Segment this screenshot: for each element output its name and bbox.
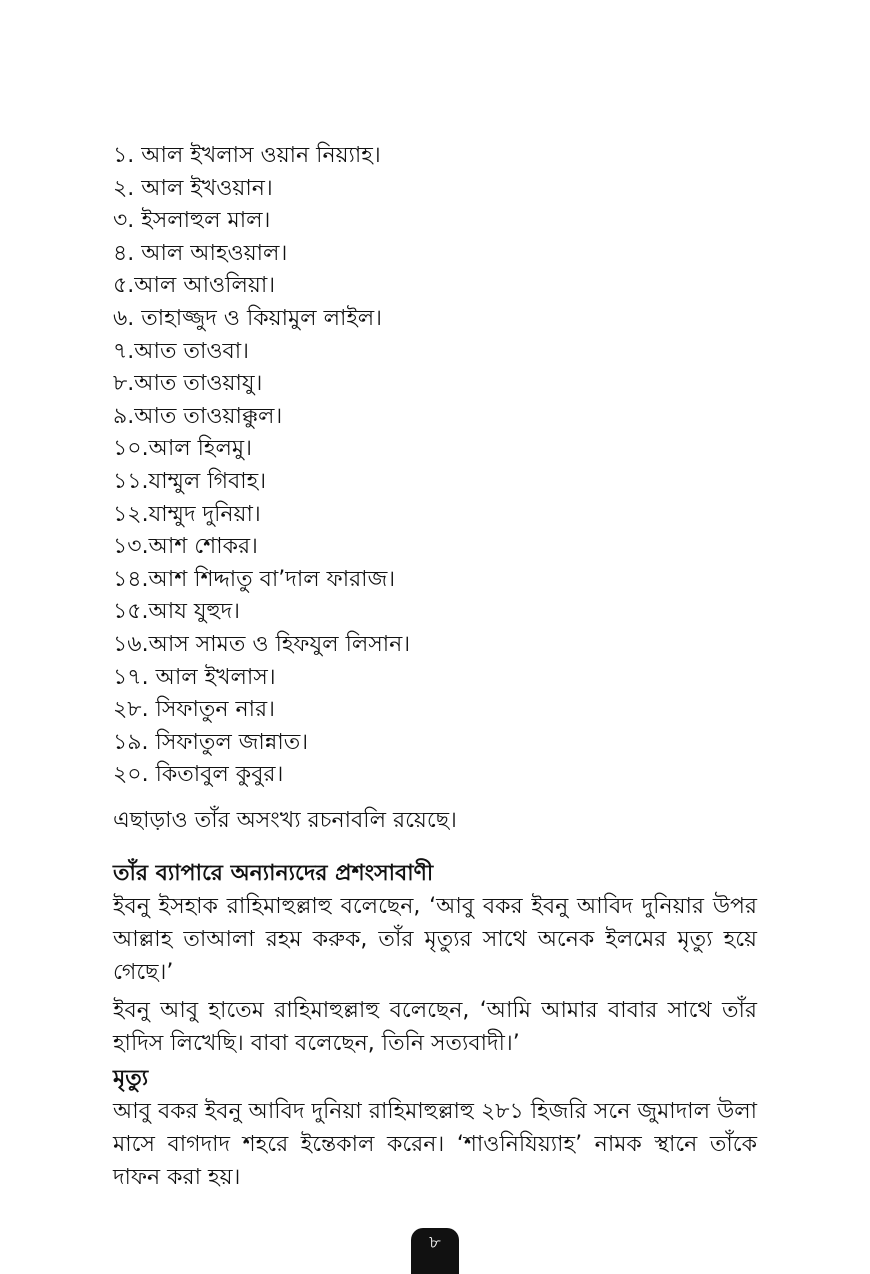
book-list-item: ১১.যাম্মুল গিবাহ। xyxy=(113,468,267,494)
book-list-item: ১৫.আয যুহুদ। xyxy=(113,599,241,625)
book-list-item: ১৬.আস সামত ও হিফযুল লিসান। xyxy=(113,631,411,657)
book-list-item: ৪. আল আহওয়াল। xyxy=(113,240,288,266)
book-list-item: ১৪.আশ শিদ্দাতু বা’দাল ফারাজ। xyxy=(113,566,396,592)
death-paragraph: আবু বকর ইবনু আবিদ দুনিয়া রাহিমাহুল্লাহু ২৮১ হিজরি সনে জুমাদাল উলা মাসে বাগদাদ শহরে ইন্তেকাল করেন। ‘শাওনিযিয়্যাহ’ নামক স্থানে তাঁকে দাফন করা হয়। xyxy=(113,1099,757,1190)
book-list-item: ২. আল ইখওয়ান। xyxy=(113,175,273,201)
book-list-item: ৫.আল আওলিয়া। xyxy=(113,273,276,299)
death-heading: মৃত্যু xyxy=(113,1066,149,1091)
book-list-item: ৭.আত তাওবা। xyxy=(113,338,250,364)
book-list-item: ৮.আত তাওয়াযু। xyxy=(113,371,263,397)
praise-heading: তাঁর ব্যাপারে অন্যান্যদের প্রশংসাবাণী xyxy=(113,861,434,886)
praise-paragraph-ibn-ishaq: ইবনু ইসহাক রাহিমাহুল্লাহু বলেছেন, ‘আবু বকর ইবনু আবিদ দুনিয়ার উপর আল্লাহ তাআলা রহম করুক, তাঁর মৃত্যুর সাথে অনেক ইলমের মৃত্যু হয়ে গেছে।’ xyxy=(113,894,757,985)
book-list-item: ১২.যাম্মুদ দুনিয়া। xyxy=(113,501,261,527)
book-list-item: ১. আল ইখলাস ওয়ান নিয়্যাহ। xyxy=(113,143,381,168)
book-list-item: ১৩.আশ শোকর। xyxy=(113,534,258,560)
praise-paragraph-ibn-abu-hatim: ইবনু আবু হাতেম রাহিমাহুল্লাহু বলেছেন, ‘আমি আমার বাবার সাথে তাঁর হাদিস লিখেছি। বাবা বলেছেন, তিনি সত্যবাদী।’ xyxy=(113,998,757,1056)
book-list-item: ২০. কিতাবুল কুবুর। xyxy=(113,762,284,788)
extra-works-paragraph: এছাড়াও তাঁর অসংখ্য রচনাবলি রয়েছে। xyxy=(113,808,457,833)
book-list-item: ২৮. সিফাতুন নার। xyxy=(113,697,275,723)
book-list xyxy=(113,140,410,792)
book-list-item: ৩. ইসলাহুল মাল। xyxy=(113,208,271,234)
book-list-item: ৯.আত তাওয়াক্কুল। xyxy=(113,403,283,429)
page-number: ৮ xyxy=(411,1228,459,1274)
book-list-item: ১৯. সিফাতুল জান্নাত। xyxy=(113,729,309,755)
book-list-item: ১৭. আল ইখলাস। xyxy=(113,664,276,690)
book-list-item: ১০.আল হিলমু। xyxy=(113,436,252,462)
book-list-item: ৬. তাহাজ্জুদ ও কিয়ামুল লাইল। xyxy=(113,305,383,331)
